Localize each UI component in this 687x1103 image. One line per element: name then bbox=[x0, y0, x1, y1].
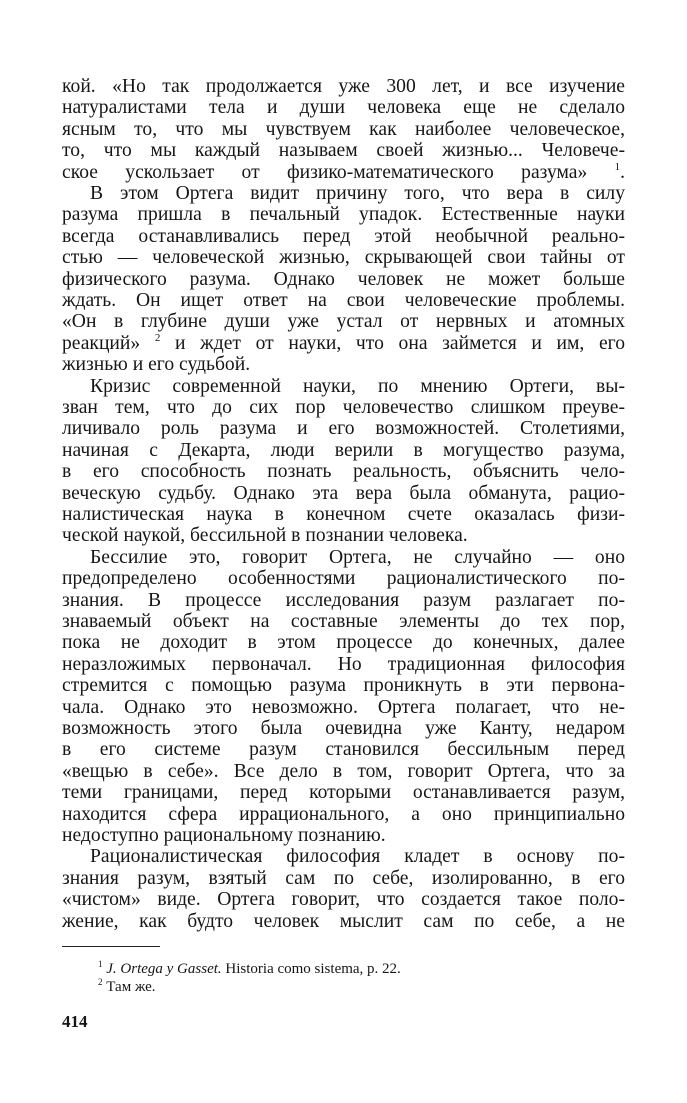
footnote-text: Historia como sistema, p. 22. bbox=[221, 961, 401, 977]
text-line: жение, как будто человек мыслит сам по себе, а не bbox=[62, 910, 625, 932]
text-line: знаваемый объект на составные элементы до тех пор, bbox=[62, 611, 625, 632]
footnote-ref: 2 bbox=[154, 331, 161, 344]
text-line bbox=[62, 332, 625, 356]
text-segment: . bbox=[620, 161, 626, 183]
text-line: в его системе разум становился бессильным перед bbox=[62, 739, 625, 761]
text-line: Кризис современной науки, по мнению Ортеги, вы- bbox=[90, 375, 625, 397]
text-segment: реакций» bbox=[62, 332, 141, 354]
text-line: стремится с помощью разума проникнуть в эти первона- bbox=[62, 675, 625, 697]
text-line: предопределено особенностями рационалистического по- bbox=[62, 568, 625, 590]
text-line: в его способность познать реальность, объяснить чело- bbox=[62, 461, 625, 483]
text-segment: ское ускользает от физико-математического разума» bbox=[62, 161, 588, 183]
text-line: веческую судьбу. Однако эта вера была обманута, рацио- bbox=[62, 482, 625, 504]
text-line: Рационалистическая философия кладет в основу по- bbox=[90, 846, 625, 868]
text-line: натуралистами тела и души человека еще не сделало bbox=[62, 97, 625, 119]
text-line: разума пришла в печальный упадок. Естественные науки bbox=[62, 204, 625, 226]
text-line: ждать. Он ищет ответ на свои человеческие проблемы. bbox=[62, 290, 625, 311]
text-line: «Он в глубине души уже устал от нервных и атомных bbox=[62, 311, 625, 333]
footnote-1 bbox=[98, 960, 401, 978]
text-line: жизнью и его судьбой. bbox=[62, 354, 251, 376]
text-line: ясным то, что мы чувствуем как наиболее человеческое, bbox=[62, 118, 625, 140]
text-line: «чистом» виде. Ортега говорит, что создается такое поло- bbox=[62, 889, 625, 911]
text-line: В этом Ортега видит причину того, что вера в силу bbox=[90, 183, 625, 204]
text-line: возможность этого была очевидна уже Канту, недаром bbox=[62, 718, 625, 739]
footnote-2 bbox=[98, 978, 156, 996]
text-line: физического разума. Однако человек не может больше bbox=[62, 268, 625, 290]
text-line: Бессилие это, говорит Ортега, не случайно — оно bbox=[90, 546, 625, 568]
text-line: то, что мы каждый называем своей жизнью... Человече- bbox=[62, 140, 625, 162]
footnote-divider bbox=[62, 946, 160, 947]
footnote-number: 2 bbox=[98, 977, 103, 987]
text-line: личивало роль разума и его возможностей. Столетиями, bbox=[62, 418, 625, 440]
text-line: налистическая наука в конечном счете оказалась физи- bbox=[62, 504, 625, 525]
text-line: кой. «Но так продолжается уже 300 лет, и все изучение bbox=[62, 76, 625, 97]
text-line: пока не доходит в этом процессе до конечных, далее bbox=[62, 632, 625, 654]
text-line: неразложимых первоначал. Но традиционная философия bbox=[62, 653, 625, 675]
text-line: стью — человеческой жизнью, скрывающей свои тайны от bbox=[62, 247, 625, 269]
text-line: начиная с Декарта, люди верили в могущество разума, bbox=[62, 439, 625, 461]
footnote-number: 1 bbox=[98, 959, 103, 969]
text-line bbox=[62, 161, 625, 185]
footnote-ref: 1 bbox=[614, 160, 621, 173]
text-line: знания разум, взятый сам по себе, изолированно, в его bbox=[62, 867, 625, 889]
footnote-author: J. Ortega y Gasset. bbox=[106, 961, 222, 977]
text-line: «вещью в себе». Все дело в том, говорит Ортега, что за bbox=[62, 760, 625, 782]
page-number: 414 bbox=[62, 1012, 88, 1031]
text-line: зван тем, что до сих пор человечество слишком преуве- bbox=[62, 397, 625, 418]
text-line: находится сфера иррационального, а оно принципиально bbox=[62, 803, 625, 825]
text-line: ческой наукой, бессильной в познании человека. bbox=[62, 525, 468, 547]
text-line: знания. В процессе исследования разум разлагает по- bbox=[62, 589, 625, 611]
text-line: теми границами, перед которыми останавливается разум, bbox=[62, 782, 625, 804]
text-line: чала. Однако это невозможно. Ортега полагает, что не- bbox=[62, 696, 625, 718]
text-line: недоступно рациональному познанию. bbox=[62, 825, 386, 846]
text-line: всегда останавливались перед этой необычной реально- bbox=[62, 225, 625, 247]
text-segment: и ждет от науки, что она займется и им, его bbox=[160, 332, 626, 354]
footnote-text: Там же. bbox=[106, 979, 156, 995]
